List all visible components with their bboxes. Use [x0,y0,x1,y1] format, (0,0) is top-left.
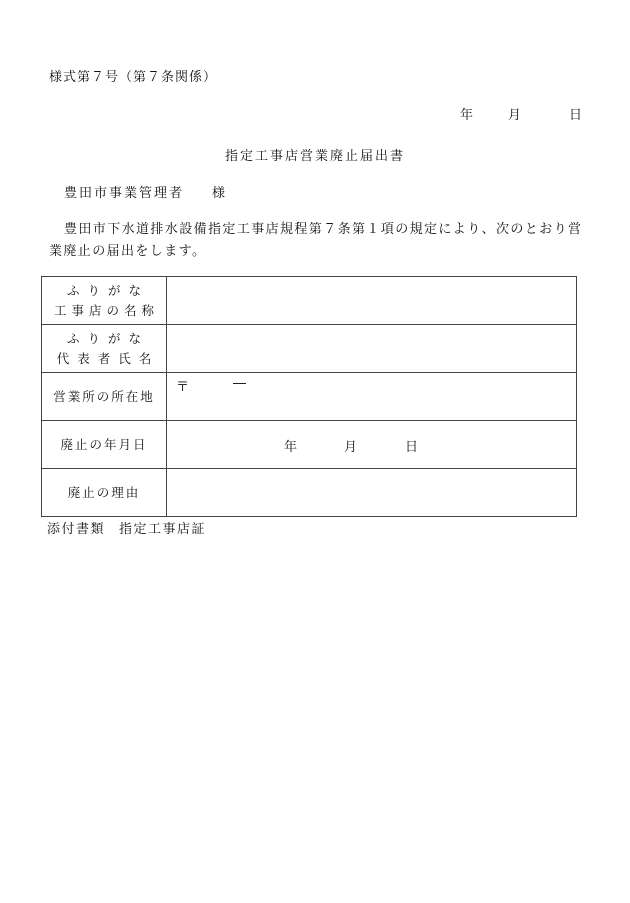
abolish-year-label: 年 [284,440,298,455]
form-number: 様式第７号（第７条関係） [49,70,218,85]
address-label: 営業所の所在地 [42,373,167,421]
abolish-day-label: 日 [405,440,419,455]
postal-mark: 〒 [176,380,190,395]
attachments-value: 指定工事店証 [119,522,207,537]
addressee-name: 豊田市事業管理者 [64,186,185,201]
address-field[interactable] [167,373,577,421]
attachments-label: 添付書類 [47,522,106,537]
table-row-representative [42,325,577,373]
abolish-month-label: 月 [344,440,358,455]
body-text: 豊田市下水道排水設備指定工事店規程第７条第１項の規定により、次のとおり営業廃止の届出をします。 [49,222,583,259]
company-label-cell [42,277,167,325]
abolish-date-label: 廃止の年月日 [42,421,167,469]
table-row-reason [42,469,577,517]
date-day-label: 日 [569,108,583,123]
representative-name-field[interactable] [167,325,577,373]
addressee-honorific: 様 [212,186,228,201]
abolish-date-field[interactable] [167,421,577,469]
addressee [64,182,227,201]
company-furigana-label: ふりがな [66,282,149,298]
table-row-company [42,277,577,325]
table-row-address [42,373,577,421]
representative-label-cell [42,325,167,373]
rep-name-label: 代表者氏名 [56,350,160,366]
date-month-label: 月 [508,108,522,123]
rep-furigana-label: ふりがな [66,330,149,346]
table-row-abolish-date [42,421,577,469]
company-name-label: 工事店の名称 [53,302,159,318]
reason-label: 廃止の理由 [42,469,167,517]
attachments [47,518,206,537]
notification-form-table [41,276,577,517]
document-title: 指定工事店営業廃止届出書 [224,149,405,164]
reason-field[interactable] [167,469,577,517]
date-year-label: 年 [460,108,474,123]
company-name-field[interactable] [167,277,577,325]
postal-dash: ― [233,376,246,391]
